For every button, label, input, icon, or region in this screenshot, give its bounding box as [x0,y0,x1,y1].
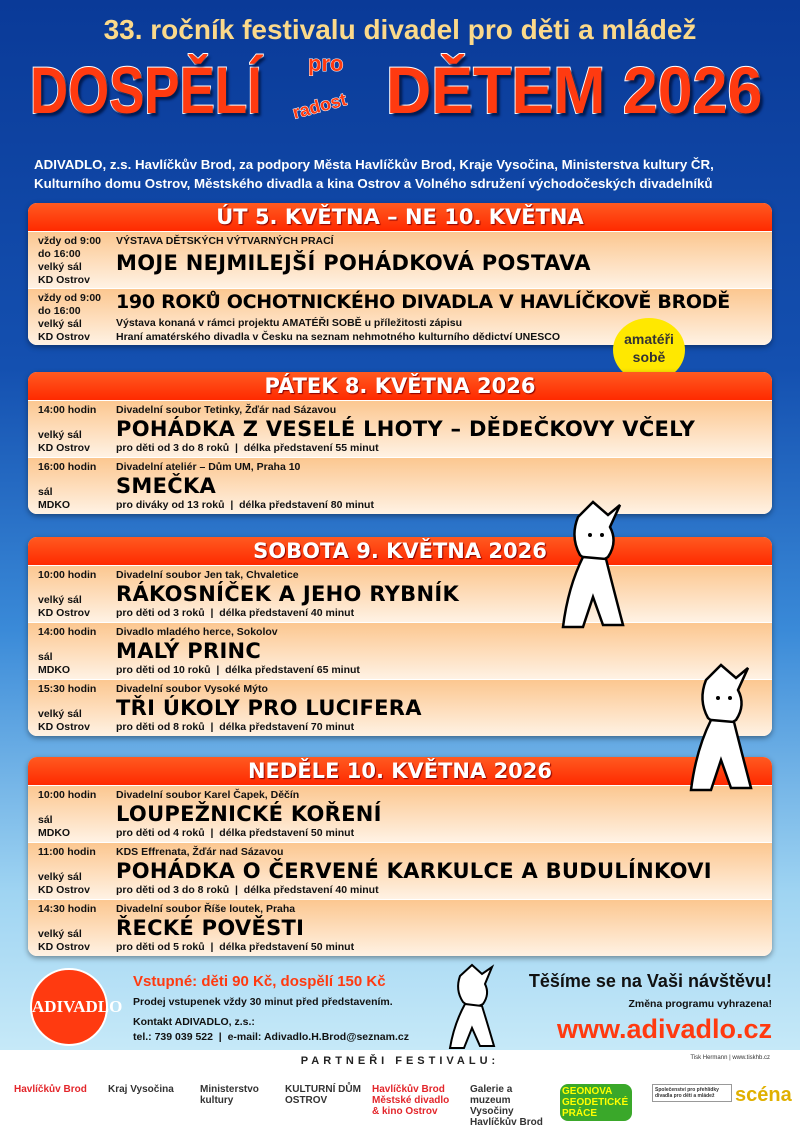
partner-logo: Havlíčkův Brod Městské divadlo & kino Ostrov [372,1084,450,1117]
performance-row [28,400,772,457]
venue: velký sál [38,318,82,330]
row-meta [38,569,114,620]
exhibition-info: Hraní amatérského divadla v Česku na seznam nehmotného kulturního dědictví UNESCO [116,331,561,343]
theatre-company: Divadelní ateliér – Dům UM, Praha 10 [116,461,301,473]
venue: velký sál [38,708,82,720]
section-heading: ÚT 5. KVĚTNA – NE 10. KVĚTNA [28,203,772,231]
exhibition-title: 190 ROKŮ OCHOTNICKÉHO DIVADLA V HAVLÍČKOVĚ BRODĚ [116,291,730,313]
time: vždy od 9:00 [38,235,102,247]
venue: sál [38,486,53,498]
show-title: SMEČKA [116,474,217,498]
festival-subtitle: 33. ročník festivalu divadel pro děti a mládež [103,14,697,45]
section-heading: PÁTEK 8. KVĚTNA 2026 [28,372,772,400]
show-title: MALÝ PRINC [116,639,262,663]
venue: KD Ostrov [38,884,90,896]
venue: velký sál [38,871,82,883]
partner-logo: Havlíčkův Brod [14,1084,87,1095]
theatre-company: Divadelní soubor Tetinky, Žďár nad Sázavou [116,404,337,416]
website-link[interactable]: www.adivadlo.cz [556,1014,772,1044]
theatre-company: Divadelní soubor Karel Čapek, Děčín [116,789,300,801]
show-info: pro děti od 3 do 8 roků | délka představení 40 minut [116,884,379,896]
show-title: RÁKOSNÍČEK A JEHO RYBNÍK [116,582,460,606]
partner-logo: Ministerstvo kultury [200,1084,259,1106]
time: 10:00 hodin [38,569,97,581]
welcome-text: Těšíme se na Vaši návštěvu! [528,971,772,991]
show-info: pro diváky od 13 roků | délka představení 80 minut [116,499,374,511]
org-line: Kulturního domu Ostrov, Městského divadla a kina Ostrov a Volného sdružení východočeských divadelníků [34,176,713,191]
partner-logo: Galerie a muzeum Vysočiny Havlíčkův Brod [470,1084,543,1128]
show-info: pro děti od 3 roků | délka představení 40 minut [116,607,355,619]
theatre-company: Divadelní soubor Říše loutek, Praha [116,903,296,915]
partner-logo: scéna [735,1084,792,1106]
row-meta [38,789,114,840]
theatre-company: Divadlo mladého herce, Sokolov [116,626,278,638]
performance-row [28,457,772,514]
title-left: DOSPĚLÍ [30,53,262,127]
show-title: POHÁDKA Z VESELÉ LHOTY – DĚDEČKOVY VČELY [116,417,696,441]
row-meta [38,846,114,897]
time: 14:00 hodin [38,626,97,638]
venue: sál [38,814,53,826]
ticket-sale-info: Prodej vstupenek vždy 30 minut před představením. [133,996,393,1008]
exhibition-info: Výstava konaná v rámci projektu AMATÉŘI SOBĚ u příležitosti zápisu [116,317,463,329]
time: 14:30 hodin [38,903,97,915]
section-heading: SOBOTA 9. KVĚTNA 2026 [28,537,772,565]
exhibition-title: MOJE NEJMILEJŠÍ POHÁDKOVÁ POSTAVA [116,251,591,275]
section-heading: NEDĚLE 10. KVĚTNA 2026 [28,757,772,785]
contact-info: tel.: 739 039 522 | e-mail: Adivadlo.H.Brod@seznam.cz [133,1031,409,1043]
venue: MDKO [38,827,71,839]
day-section [28,537,772,736]
time: 10:00 hodin [38,789,97,801]
performance-row [28,565,772,622]
venue: sál [38,651,53,663]
time: 16:00 hodin [38,461,97,473]
row-meta [38,626,114,677]
organizers-text [34,155,774,193]
show-info: pro děti od 4 roků | délka představení 50 minut [116,827,355,839]
festival-title [30,52,770,147]
partners-heading: PARTNEŘI FESTIVALU: [300,1055,500,1067]
venue: KD Ostrov [38,941,90,953]
venue: KD Ostrov [38,331,90,343]
show-info: pro děti od 8 roků | délka představení 70 minut [116,721,355,733]
time: do 16:00 [38,305,81,317]
day-section [28,372,772,514]
performance-row [28,679,772,736]
venue: velký sál [38,594,82,606]
title-pro: pro [308,51,344,76]
show-info: pro děti od 5 roků | délka představení 50 minut [116,941,355,953]
performance-row [28,622,772,679]
venue: velký sál [38,261,82,273]
time: 14:00 hodin [38,404,97,416]
theatre-company: KDS Effrenata, Žďár nad Sázavou [116,846,284,858]
show-info: pro děti od 10 roků | délka představení 65 minut [116,664,360,676]
venue: KD Ostrov [38,442,90,454]
day-section [28,757,772,956]
show-title: POHÁDKA O ČERVENÉ KARKULCE A BUDULÍNKOVI [116,859,712,883]
theatre-company: Divadelní soubor Jen tak, Chvaletice [116,569,299,581]
venue: velký sál [38,429,82,441]
show-info: pro děti od 3 do 8 roků | délka představení 55 minut [116,442,379,454]
row-meta [38,404,114,455]
venue: KD Ostrov [38,274,90,286]
print-credit: Tisk Hermann | www.tiskhb.cz [690,1055,770,1061]
exhibition-row [28,231,772,288]
program-change-note: Změna programu vyhrazena! [628,998,772,1010]
time: do 16:00 [38,248,81,260]
cartoon-figure [676,660,766,800]
time: vždy od 9:00 [38,292,102,304]
show-title: LOUPEŽNICKÉ KOŘENÍ [116,802,382,826]
sticker-text: amatéři [624,331,674,347]
cartoon-figure [548,497,638,637]
time: 15:30 hodin [38,683,97,695]
partner-logo: Společenství pro přehlídky divadla pro děti a mládež [652,1084,732,1102]
time: 11:00 hodin [38,846,96,858]
row-meta [38,235,114,287]
venue: MDKO [38,664,71,676]
adivadlo-logo: ADIVADLO [30,968,108,1046]
venue: velký sál [38,928,82,940]
cartoon-figure [440,962,510,1052]
org-line: ADIVADLO, z.s. Havlíčkův Brod, za podpory Města Havlíčkův Brod, Kraje Vysočina, Ministerstva kultury ČR, [34,157,714,172]
show-title: ŘECKÉ POVĚSTI [116,916,305,940]
performance-row [28,785,772,842]
partner-logo: GEONOVA GEODETICKÉ PRÁCE [560,1084,632,1121]
exhibition-type: VÝSTAVA DĚTSKÝCH VÝTVARNÝCH PRACÍ [116,235,334,247]
partner-logo: KULTURNÍ DŮM OSTROV [285,1084,361,1106]
row-meta [38,461,114,512]
show-title: TŘI ÚKOLY PRO LUCIFERA [116,696,422,720]
admission-price: Vstupné: děti 90 Kč, dospělí 150 Kč [133,973,386,990]
venue: KD Ostrov [38,607,90,619]
venue: KD Ostrov [38,721,90,733]
theatre-company: Divadelní soubor Vysoké Mýto [116,683,268,695]
row-meta [38,683,114,734]
row-meta [38,903,114,954]
contact-label: Kontakt ADIVADLO, z.s.: [133,1016,255,1028]
partner-logo: Kraj Vysočina [108,1084,174,1095]
partners-strip [0,1050,800,1131]
title-radost: radost [290,89,349,123]
sticker-text: sobě [632,349,666,365]
title-right: DĚTEM 2026 [386,53,763,127]
row-meta [38,292,114,344]
venue: MDKO [38,499,71,511]
performance-row [28,842,772,899]
performance-row [28,899,772,956]
